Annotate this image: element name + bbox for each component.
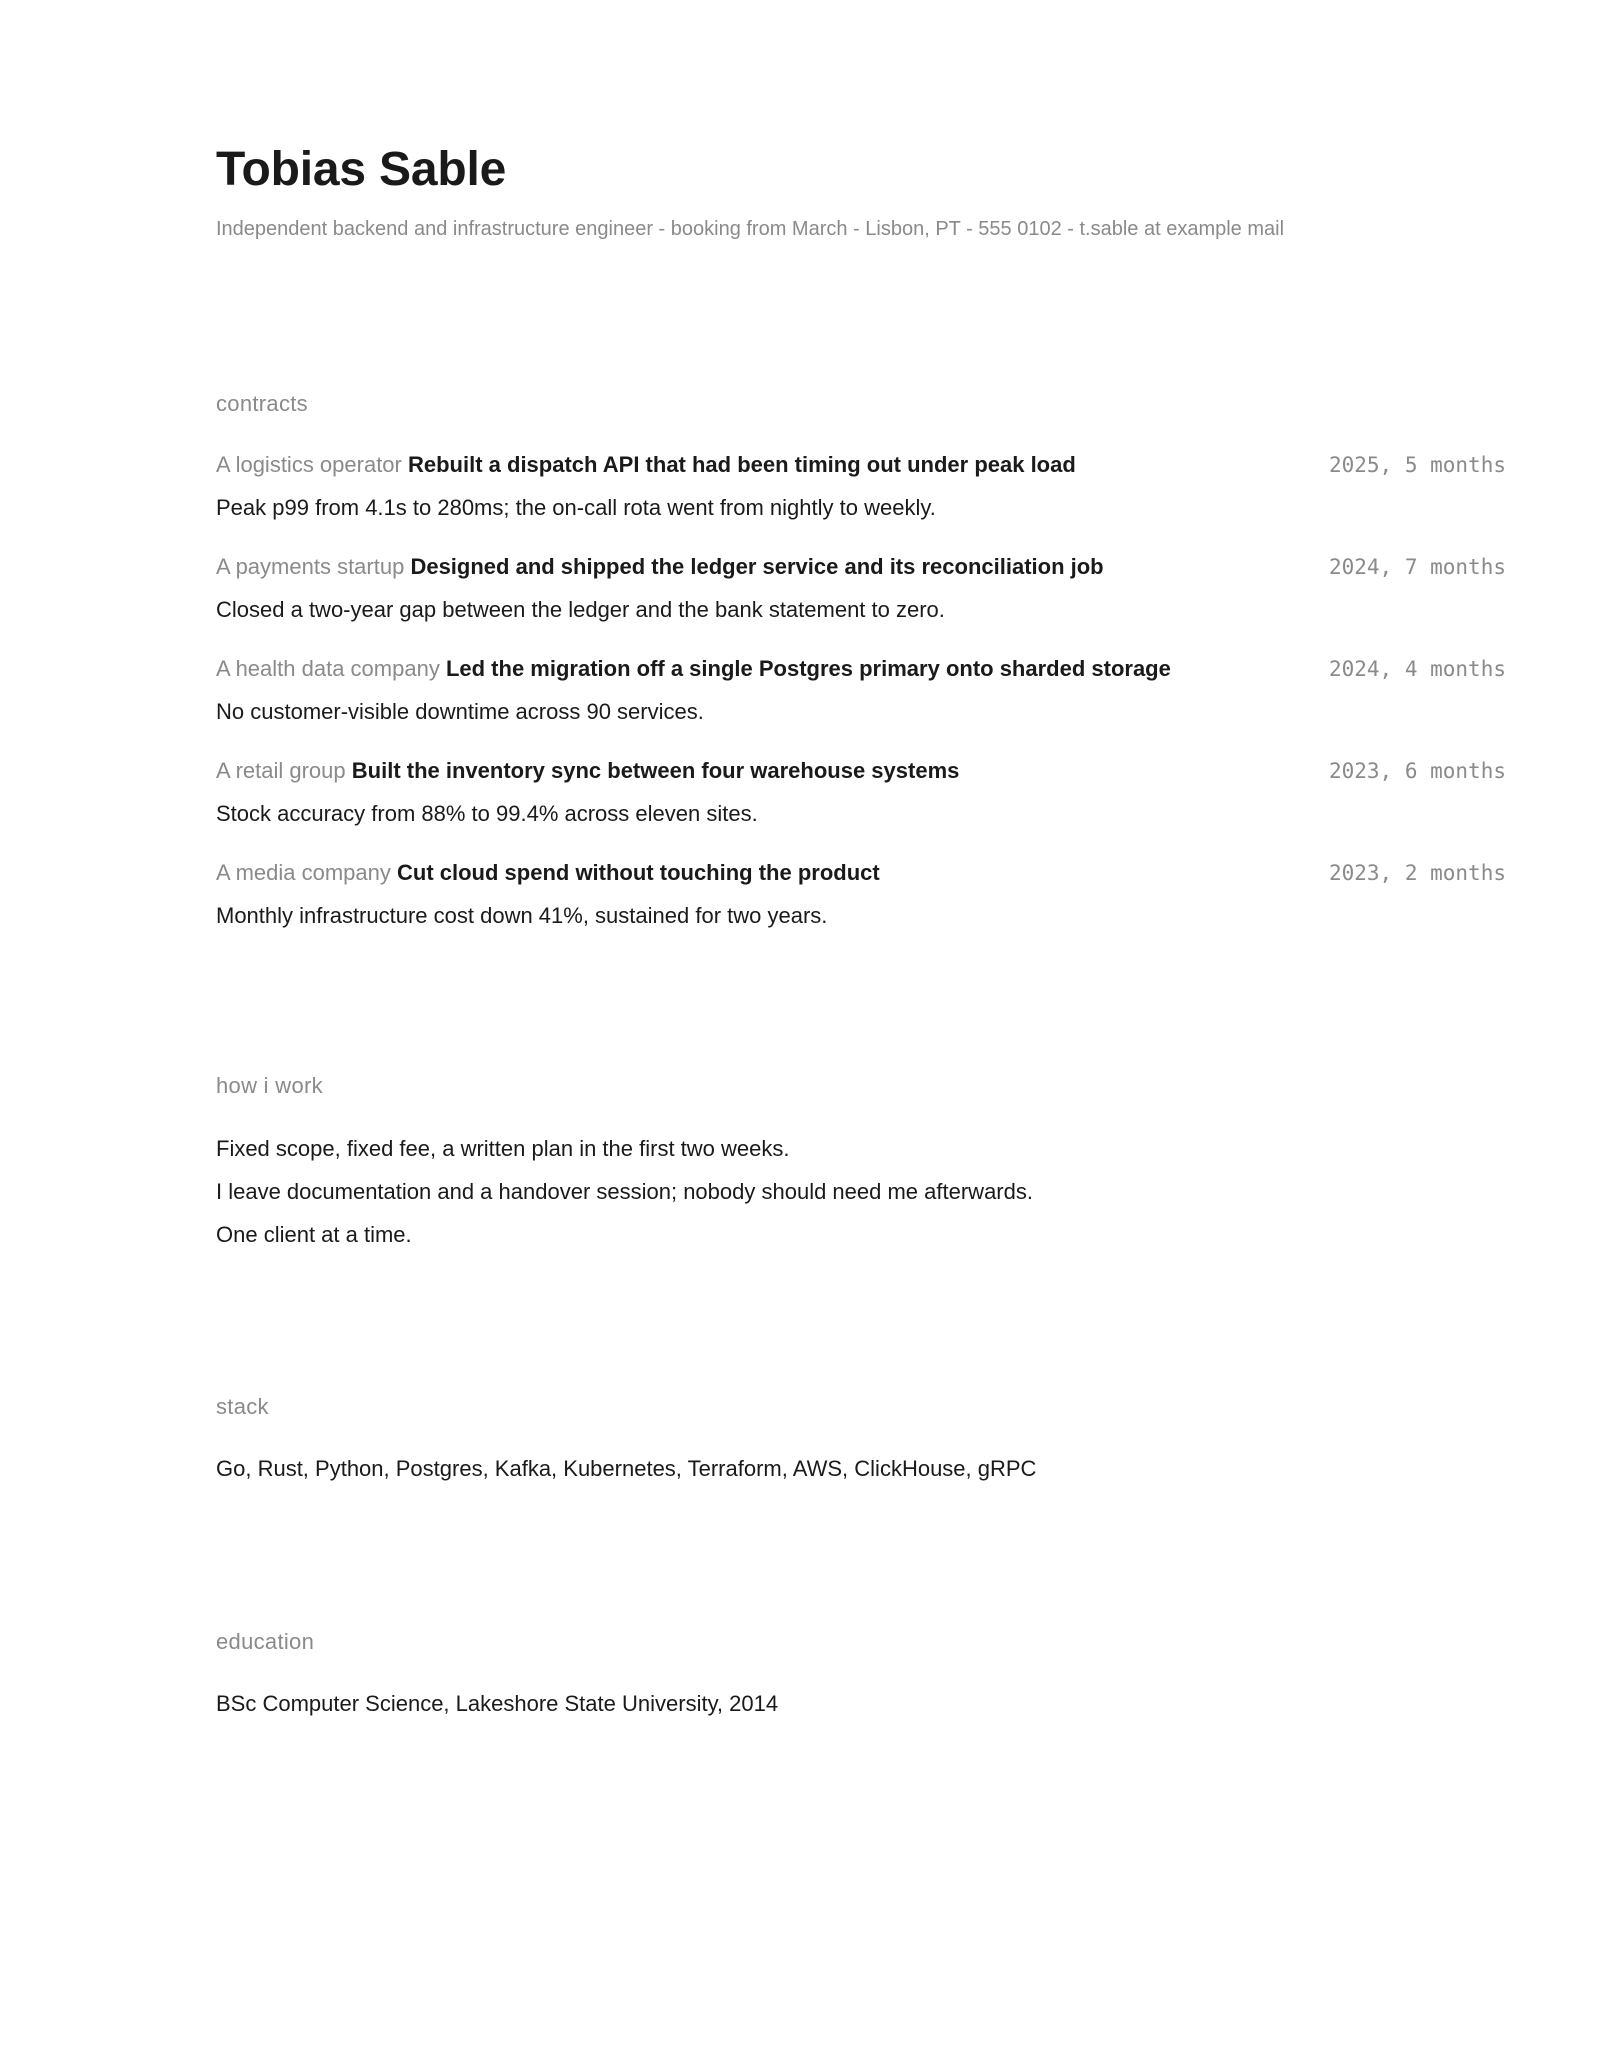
contract-role: Rebuilt a dispatch API that had been timing out under peak load — [408, 452, 1076, 477]
contract-outcome: Monthly infrastructure cost down 41%, sustained for two years. — [216, 903, 828, 928]
contract-outcome: Closed a two-year gap between the ledger and the bank statement to zero. — [216, 597, 945, 622]
contract-role: Designed and shipped the ledger service and its reconciliation job — [410, 554, 1104, 579]
how-i-work-line: One client at a time. — [216, 1222, 412, 1247]
contract-client: A health data company — [216, 656, 440, 681]
person-name: Tobias Sable — [216, 143, 507, 196]
contract-period: 2023, 6 months — [1328, 759, 1506, 783]
how-i-work-list — [216, 1127, 1033, 1256]
contract-item — [216, 652, 1506, 754]
contract-outcome: Stock accuracy from 88% to 99.4% across eleven sites. — [216, 801, 758, 826]
how-i-work-line: I leave documentation and a handover session; nobody should need me afterwards. — [216, 1179, 1033, 1204]
contract-head — [216, 754, 959, 788]
education-entry: BSc Computer Science, Lakeshore State University, 2014 — [216, 1691, 779, 1716]
contract-head — [216, 448, 1076, 482]
contract-head — [216, 652, 1171, 686]
contract-role: Built the inventory sync between four warehouse systems — [351, 758, 960, 783]
contract-item — [216, 856, 1506, 958]
contract-period: 2023, 2 months — [1328, 861, 1506, 885]
contract-period: 2024, 7 months — [1328, 555, 1506, 579]
education-heading: education — [216, 1629, 315, 1654]
contracts-list — [216, 448, 1506, 958]
contract-period: 2024, 4 months — [1328, 657, 1506, 681]
contract-head — [216, 550, 1104, 584]
contract-period: 2025, 5 months — [1328, 453, 1506, 477]
contract-item — [216, 448, 1506, 550]
stack-list: Go, Rust, Python, Postgres, Kafka, Kubernetes, Terraform, AWS, ClickHouse, gRPC — [216, 1456, 1037, 1481]
how-i-work-heading: how i work — [216, 1073, 323, 1098]
contracts-heading: contracts — [216, 391, 308, 416]
contract-client: A media company — [216, 860, 391, 885]
contract-outcome: No customer-visible downtime across 90 services. — [216, 699, 704, 724]
tagline: Independent backend and infrastructure engineer - booking from March - Lisbon, PT - 555 0102 - t.sable at example mail — [216, 218, 1285, 240]
contract-client: A logistics operator — [216, 452, 402, 477]
contract-role: Cut cloud spend without touching the product — [397, 860, 880, 885]
contract-client: A retail group — [216, 758, 346, 783]
contract-item — [216, 550, 1506, 652]
contract-client: A payments startup — [216, 554, 405, 579]
contract-head — [216, 856, 880, 890]
stack-heading: stack — [216, 1394, 269, 1419]
contract-role: Led the migration off a single Postgres primary onto sharded storage — [445, 656, 1171, 681]
how-i-work-line: Fixed scope, fixed fee, a written plan in the first two weeks. — [216, 1136, 790, 1161]
contract-outcome: Peak p99 from 4.1s to 280ms; the on-call rota went from nightly to weekly. — [216, 495, 936, 520]
contract-item — [216, 754, 1506, 856]
